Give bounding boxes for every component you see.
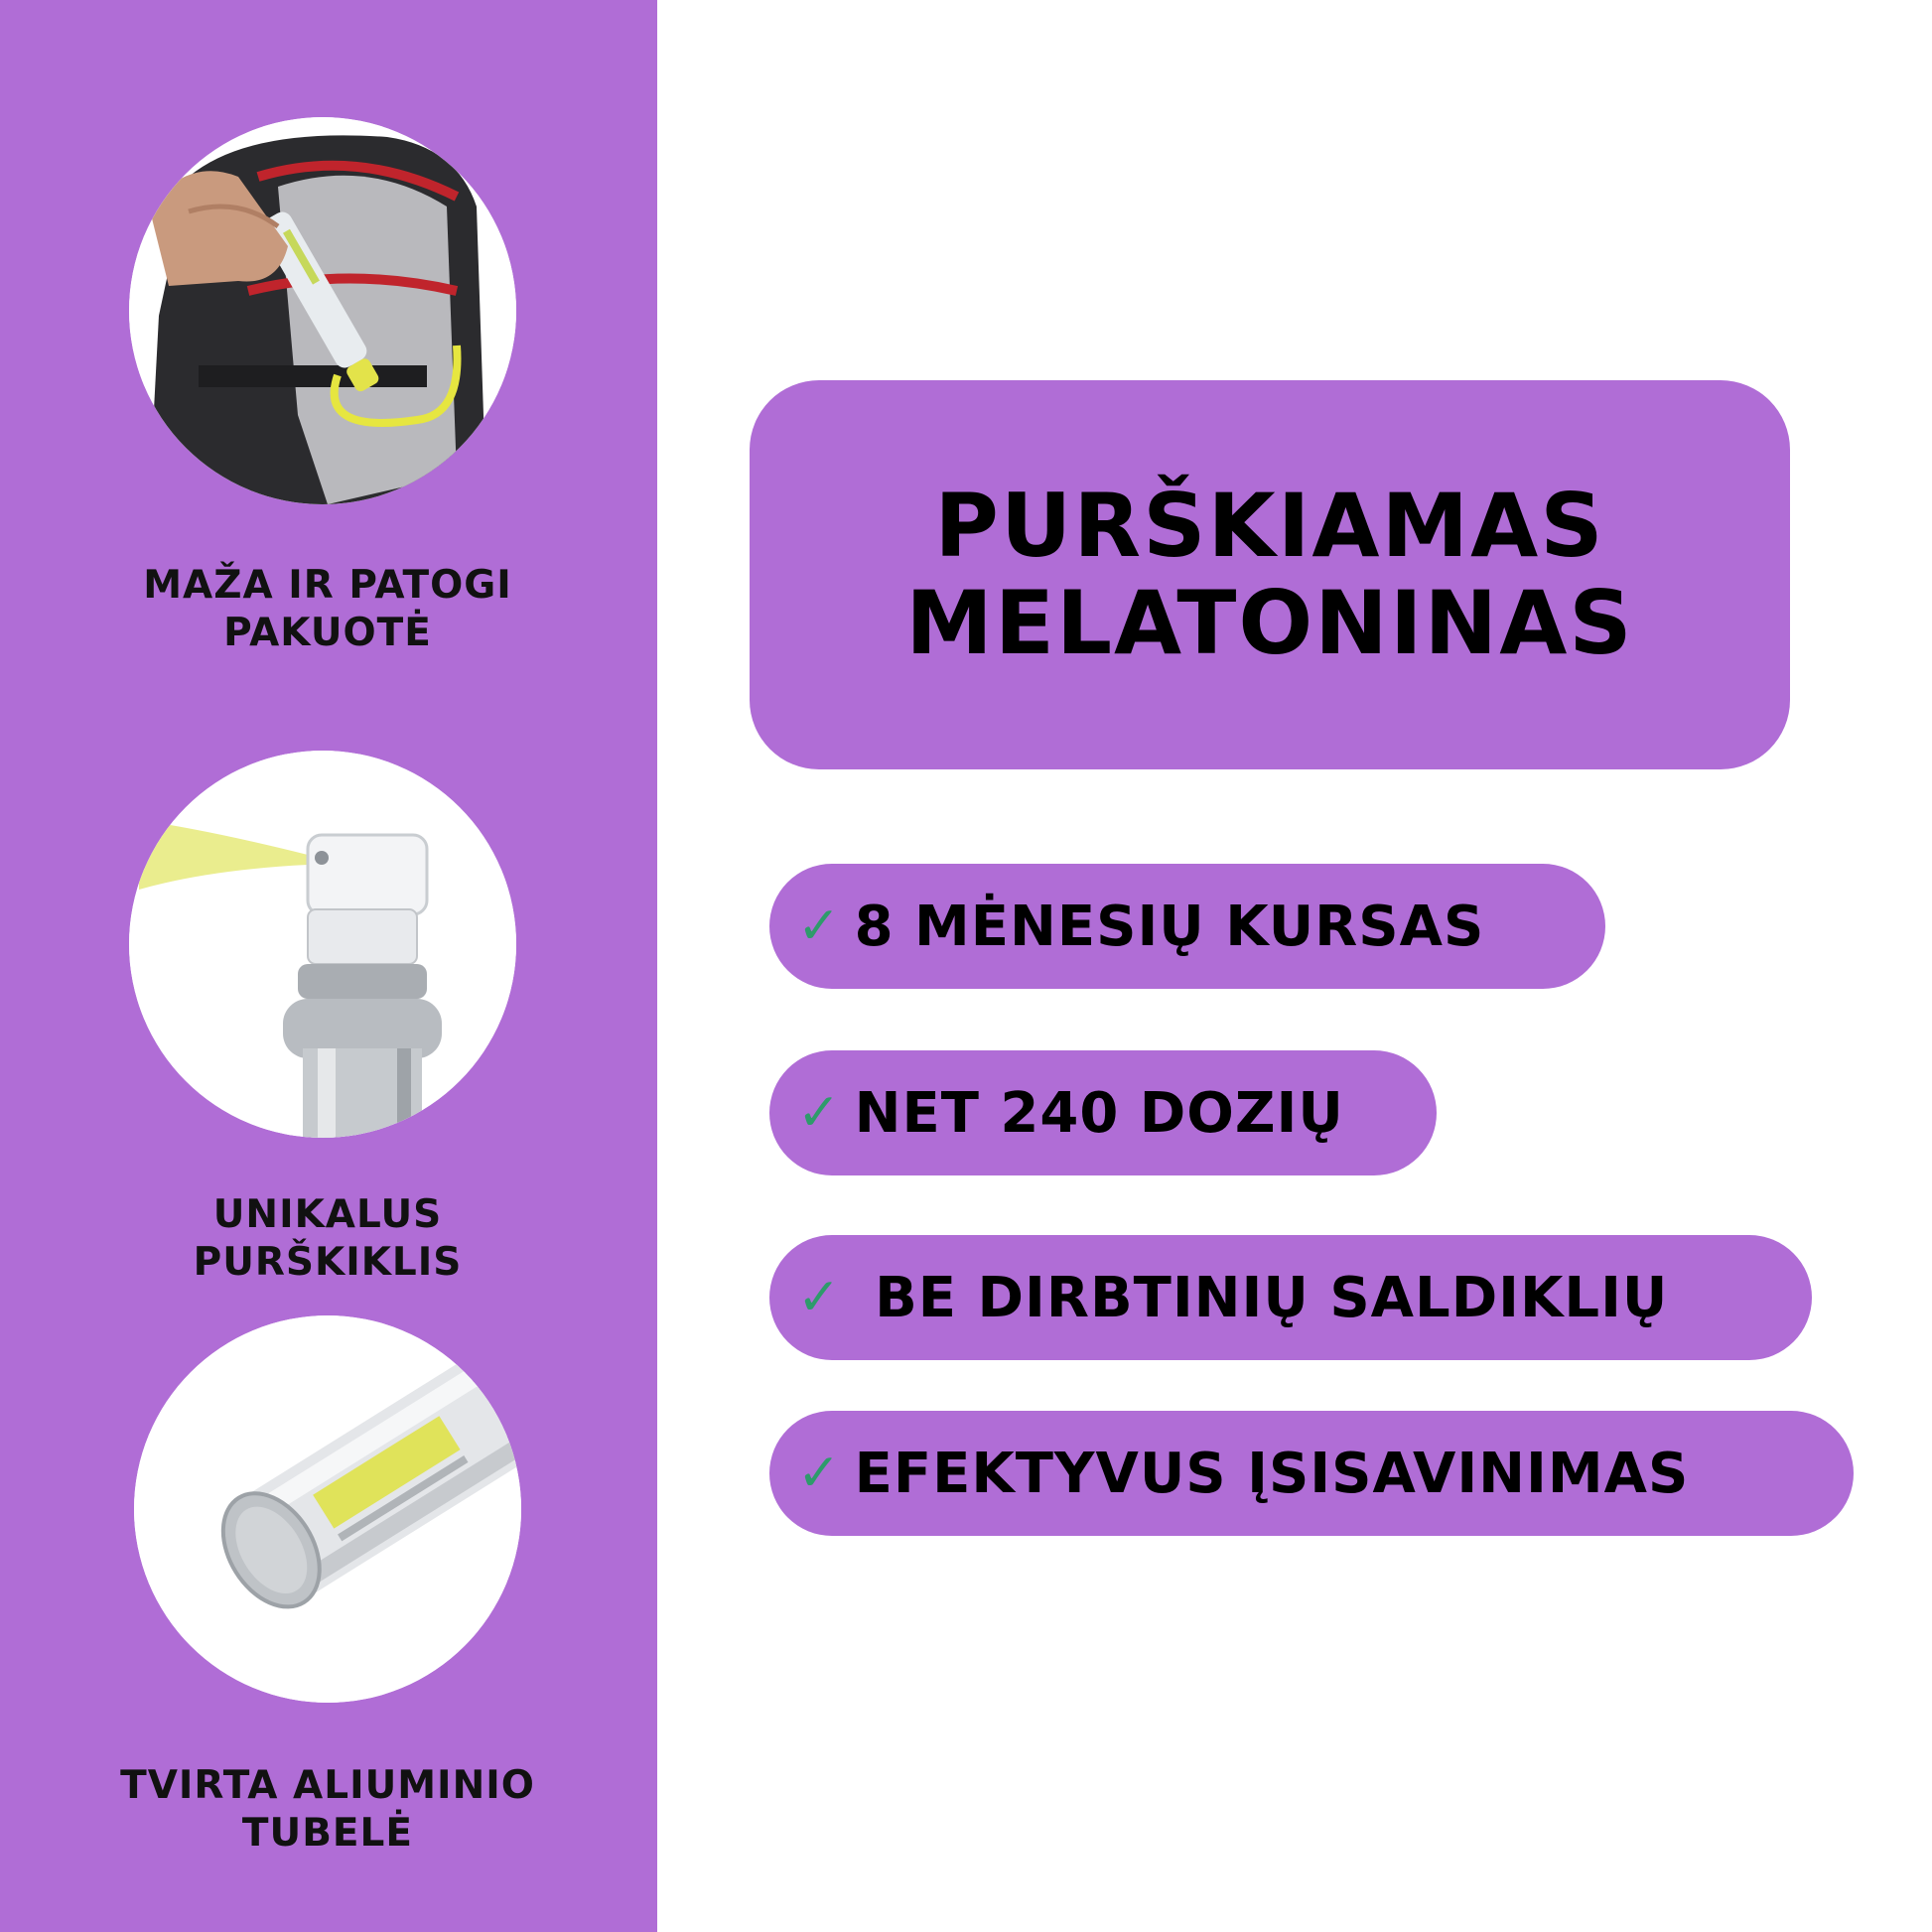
feature-caption-tube [79, 1762, 576, 1858]
caption-line: PURŠKIKLIS [193, 1240, 463, 1285]
benefit-text: EFEKTYVUS ĮSISAVINIMAS [854, 1441, 1690, 1506]
check-icon: ✓ [797, 1268, 841, 1327]
benefit-pill-sweeteners [769, 1235, 1812, 1360]
caption-line: TVIRTA ALIUMINIO [120, 1763, 535, 1808]
caption-line: UNIKALUS [212, 1192, 443, 1237]
benefit-pill-course [769, 864, 1605, 989]
spray-nozzle-photo [129, 751, 516, 1138]
benefit-pill-absorption [769, 1411, 1854, 1536]
feature-sidebar [0, 0, 657, 1932]
backpack-spray-photo [129, 117, 516, 504]
benefit-pill-doses [769, 1050, 1437, 1175]
check-icon: ✓ [797, 1083, 841, 1143]
product-title-line: MELATONINAS [905, 572, 1634, 674]
check-icon: ✓ [797, 897, 841, 956]
caption-line: TUBELĖ [241, 1811, 414, 1856]
product-title-box [750, 380, 1790, 769]
caption-line: MAŽA IR PATOGI [143, 563, 512, 608]
feature-caption-packaging [79, 562, 576, 657]
benefit-text: BE DIRBTINIŲ SALDIKLIŲ [854, 1265, 1669, 1330]
caption-line: PAKUOTĖ [223, 611, 432, 655]
aluminium-tube-photo [134, 1315, 521, 1703]
check-icon: ✓ [797, 1444, 841, 1503]
benefit-text: 8 MĖNESIŲ KURSAS [854, 894, 1485, 959]
product-title-line: PURŠKIAMAS [934, 475, 1605, 577]
feature-caption-sprayer [79, 1191, 576, 1287]
benefit-text: NET 240 DOZIŲ [854, 1080, 1344, 1146]
